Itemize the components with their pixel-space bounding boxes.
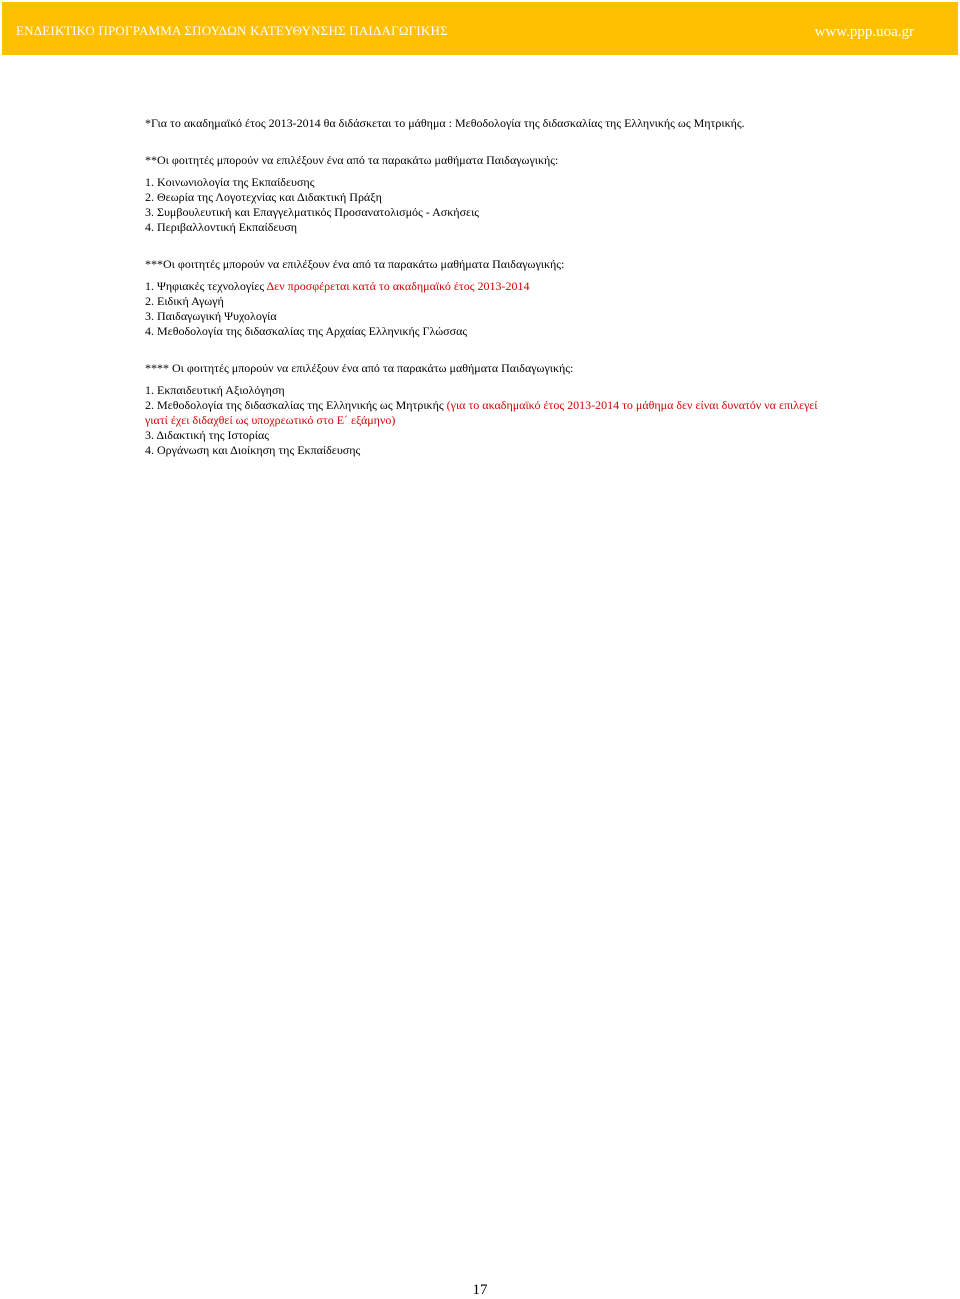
list-item: 1. Εκπαιδευτική Αξιολόγηση (145, 383, 285, 397)
note-triple-star-list (145, 279, 835, 339)
list-item: 3. Διδακτική της Ιστορίας (145, 428, 270, 442)
note-single-star: *Για το ακαδημαϊκό έτος 2013-2014 θα διδάσκεται το μάθημα : Μεθοδολογία της διδασκαλίας της Ελληνικής ως Μητρικής. (145, 116, 745, 130)
list-item (145, 279, 835, 294)
list-item: 3. Συμβουλευτική και Επαγγελματικός Προσανατολισμός - Ασκήσεις (145, 205, 480, 219)
document-body (145, 116, 835, 480)
list-item: 1. Κοινωνιολογία της Εκπαίδευσης (145, 175, 315, 189)
list-item: 3. Παιδαγωγική Ψυχολογία (145, 309, 277, 323)
list-item-text: 2. Μεθοδολογία της διδασκαλίας της Ελληνικής ως Μητρικής (145, 398, 447, 412)
list-item-remark: Δεν προσφέρεται κατά το ακαδημαϊκό έτος 2013-2014 (266, 279, 530, 293)
list-item-remark: (για το ακαδημαϊκό έτος 2013-2014 το μάθημα δεν είναι δυνατόν να επιλεγεί γιατί έχει διδαχθεί ως υποχρεωτικό στο Ε΄ εξάμηνο) (145, 398, 818, 427)
list-item: 2. Ειδική Αγωγή (145, 294, 224, 308)
note-triple-star-intro: ***Οι φοιτητές μπορούν να επιλέξουν ένα από τα παρακάτω μαθήματα Παιδαγωγικής: (145, 257, 565, 271)
header-website: www.ppp.uoa.gr (814, 24, 914, 40)
list-item (145, 398, 835, 428)
page-header-band (2, 2, 958, 55)
header-title: ΕΝΔΕΙΚΤΙΚΟ ΠΡΟΓΡΑΜΜΑ ΣΠΟΥΔΩΝ ΚΑΤΕΥΘΥΝΣΗΣ ΠΑΙΔΑΓΩΓΙΚΗΣ (16, 23, 448, 38)
note-double-star-list (145, 175, 835, 235)
note-double-star-intro: **Οι φοιτητές μπορούν να επιλέξουν ένα από τα παρακάτω μαθήματα Παιδαγωγικής: (145, 153, 559, 167)
list-item: 2. Θεωρία της Λογοτεχνίας και Διδακτική Πράξη (145, 190, 382, 204)
list-item: 4. Μεθοδολογία της διδασκαλίας της Αρχαίας Ελληνικής Γλώσσας (145, 324, 468, 338)
note-quadruple-star-list (145, 383, 835, 458)
page-number: 17 (472, 1282, 488, 1298)
list-item-text: 1. Ψηφιακές τεχνολογίες (145, 279, 267, 293)
note-quadruple-star-intro: **** Οι φοιτητές μπορούν να επιλέξουν ένα από τα παρακάτω μαθήματα Παιδαγωγικής: (145, 361, 574, 375)
list-item: 4. Οργάνωση και Διοίκηση της Εκπαίδευσης (145, 443, 361, 457)
list-item: 4. Περιβαλλοντική Εκπαίδευση (145, 220, 298, 234)
